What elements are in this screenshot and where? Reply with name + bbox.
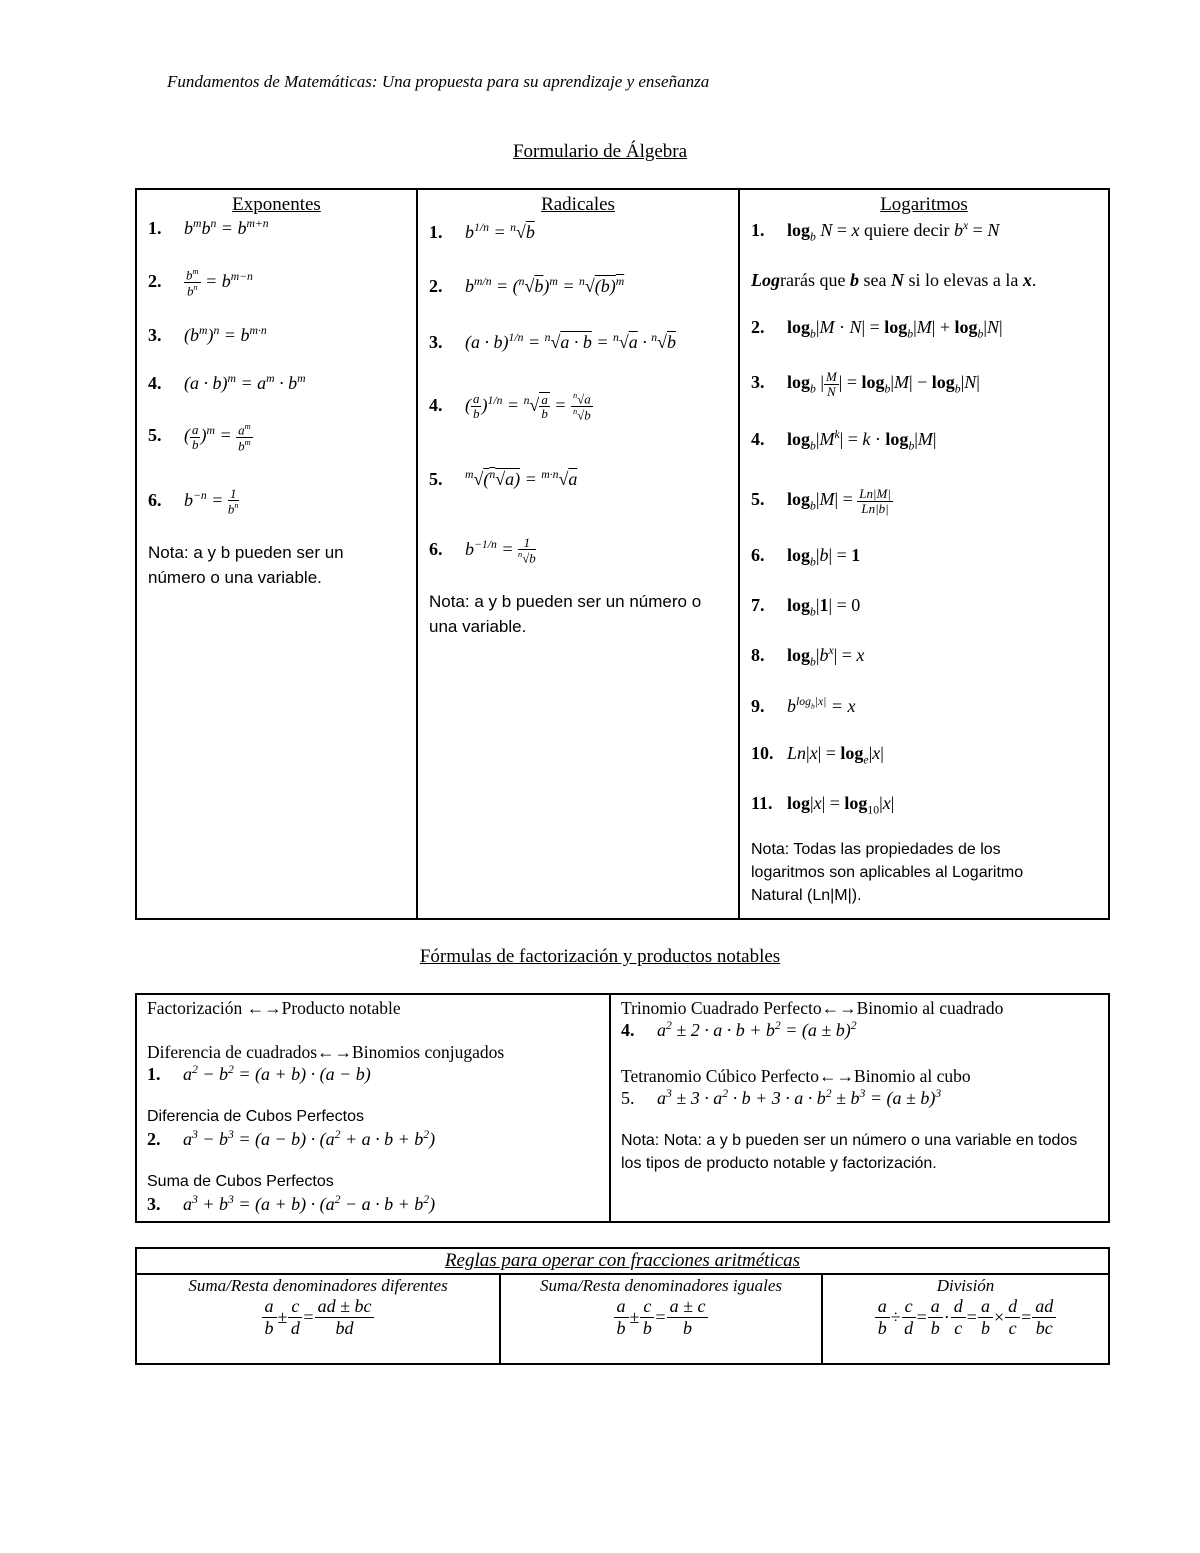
log-formula-11: 11. $\log|x| = \log_{10}|x|$ [751, 792, 895, 817]
radical-formula-1: 1. $b^{1/n} = ^n√b$ [429, 221, 535, 242]
logaritmos-heading: Logaritmos [880, 194, 968, 215]
factorizacion-note: Nota: Nota: a y b pueden ser un número o una variable en todos los tipos de producto notable y factorización. [621, 1132, 1078, 1172]
running-header: Fundamentos de Matemáticas: Una propuesta para su aprendizaje y enseñanza [167, 72, 710, 91]
trinomio-title: Trinomio Cuadrado Perfecto←→Binomio al cuadrado [621, 998, 1004, 1018]
exponent-formula-3: 3. $(b^m)^n = b^{m\cdot n}$ [148, 323, 267, 345]
factorizacion-title: Fórmulas de factorización y productos notables [419, 946, 781, 967]
log-formula-5: 5. $\log_b|M|$ = $\frac{Ln|M|}{Ln|b|}$ [751, 485, 891, 516]
log-formula-3: 3. $\log_b$ | $\frac{M}{N}$ | = $\log_b|M| - \log_b|N|$ [751, 369, 980, 399]
fracciones-formula-2: $\frac{a}{b}$ ± $\frac{c}{b}$ = $\frac{a \pm c}{b}$ [502, 1296, 820, 1338]
log-formula-2: 2. $\log_b|M \cdot N| = \log_b|M| + \log_b|N|$ [751, 316, 1003, 341]
fracciones-col-iguales [500, 1274, 822, 1364]
radical-formula-3: 3. $(a \cdot b)^{1/n} = ^n√a \cdot b = ^n√a \cdot ^n√b$ [429, 331, 676, 352]
fracciones-col1-heading: Suma/Resta denominadores diferentes [188, 1276, 448, 1295]
fracciones-table [135, 1247, 1110, 1365]
radical-formula-4: 4. ( $\frac{a}{b}$ )$^{1/n}$ = $^n$√ $\frac{a}{b}$ = $\frac{^n√a}{^n√b}$ [429, 390, 591, 423]
algebra-title: Formulario de Álgebra [512, 141, 688, 162]
factor-formula-2: 2. $a^3 - b^3 = (a - b) \cdot (a^2 + a \cdot b + b^2)$ [147, 1128, 436, 1149]
algebra-table [135, 188, 1110, 920]
exponent-formula-1: 1. $b^mb^n = b^{m+n}$ [148, 217, 269, 238]
factorizacion-heading: Factorización ←→Producto notable [147, 998, 401, 1018]
fracciones-formula-3: $\frac{a}{b}$ ÷ $\frac{c}{d}$ = $\frac{a}{b}$ · $\frac{d}{c}$ = $\frac{a}{b}$ × $\frac{d}{c}$ = $\frac{ad}{bc}$ [824, 1296, 1107, 1338]
log-formula-8: 8. $\log_b|b^x| = x$ [751, 644, 865, 669]
fracciones-col3-heading: División [936, 1276, 995, 1295]
factor-formula-3: 3. $a^3 + b^3 = (a + b) \cdot (a^2 - a \cdot b + b^2)$ [147, 1193, 436, 1214]
diferencia-cuadrados-title: Diferencia de cuadrados←→Binomios conjugados [147, 1042, 505, 1062]
log-formula-7: 7. $\log_b|1| = 0$ [751, 594, 861, 619]
factor-formula-5: 5. $a^3 \pm 3 \cdot a^2 \cdot b + 3 \cdot a \cdot b^2 \pm b^3 = (a \pm b)^3$ [621, 1087, 942, 1108]
fracciones-formula-1: $\frac{a}{b}$ ± $\frac{c}{d}$ = $\frac{ad \pm bc}{bd}$ [138, 1296, 498, 1338]
tetranomio-title: Tetranomio Cúbico Perfecto←→Binomio al cubo [621, 1066, 971, 1086]
log-formula-10: 10. $Ln|x| = \log_e|x|$ [751, 742, 884, 767]
suma-cubos-title: Suma de Cubos Perfectos [147, 1173, 334, 1190]
exponent-formula-4: 4. $(a \cdot b)^m = a^m \cdot b^m$ [148, 371, 306, 393]
log-formula-1: 1. $\log_b N = x$ quiere decir $b^x = N$ [751, 219, 1000, 244]
log-formula-9: 9. $b^{log_b|x|} = x$ [751, 694, 856, 716]
exponentes-note: Nota: a y b pueden ser un número o una variable. [148, 543, 344, 588]
radical-formula-2: 2. $b^{m/n} = (^n√b)^m = ^n√(b)^m$ [429, 275, 625, 296]
exponent-formula-6: 6. $b^{-n}$ = $\frac{1}{b^n}$ [148, 485, 239, 517]
fracciones-col-diferentes [136, 1274, 500, 1364]
diferencia-cubos-title: Diferencia de Cubos Perfectos [147, 1108, 364, 1125]
fracciones-title: Reglas para operar con fracciones aritméticas [136, 1248, 1109, 1274]
fracciones-col-division [822, 1274, 1109, 1364]
factorizacion-right-column [610, 994, 1109, 1222]
radical-formula-6: 6. $b^{-1/n}$ = $\frac{1}{^n√b}$ [429, 534, 536, 566]
radicales-note: Nota: a y b pueden ser un número o una variable. [429, 592, 702, 637]
factorizacion-table [135, 993, 1110, 1223]
log-formula-6: 6. $\log_b|b| = 1$ [751, 545, 861, 569]
fracciones-col2-heading: Suma/Resta denominadores iguales [539, 1276, 783, 1295]
log-formula-4: 4. $\log_b|M^k| = k \cdot \log_b|M|$ [751, 428, 937, 453]
logaritmos-note: Nota: Todas las propiedades de los logaritmos son aplicables al Logaritmo Natural (Ln|M|). [751, 841, 1024, 905]
exponent-formula-5: 5. ( $\frac{a}{b}$ )$^m$ = $\frac{a^m}{b^m}$ [148, 420, 251, 454]
exponentes-heading: Exponentes [232, 194, 321, 215]
radical-formula-5: 5. $^m$√($^n$√a) = $^{m\cdot n}$√a [429, 467, 578, 489]
logaritmos-column [739, 189, 1109, 919]
exponent-formula-2: 2. $\frac{b^m}{b^n}$ = $b^{m-n}$ [148, 266, 253, 299]
exponentes-column [136, 189, 417, 919]
radicales-column [417, 189, 739, 919]
factorizacion-left-column [136, 994, 610, 1222]
factor-formula-4: 4. $a^2 \pm 2 \cdot a \cdot b + b^2 = (a \pm b)^2$ [621, 1019, 857, 1040]
log-mnemonic: Lograrás que b sea N si lo elevas a la x. [751, 269, 1037, 290]
factor-formula-1: 1. $a^2 - b^2 = (a + b) \cdot (a - b)$ [147, 1063, 371, 1084]
radicales-heading: Radicales [541, 194, 615, 215]
